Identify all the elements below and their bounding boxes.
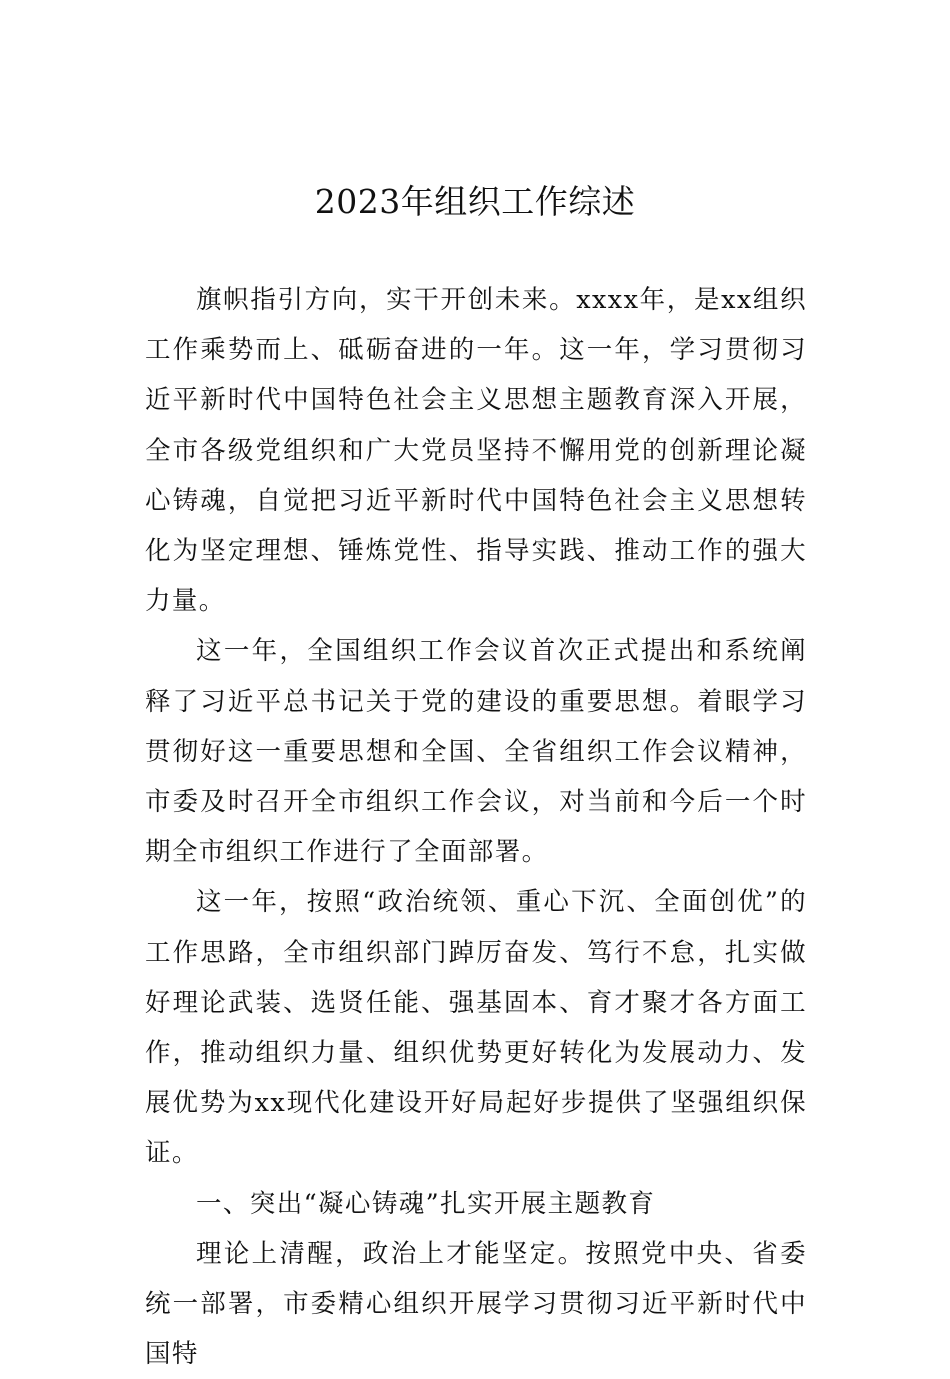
paragraph-intro: 旗帜指引方向，实干开创未来。xxxx年，是xx组织工作乘势而上、砥砺奋进的一年。这一年，学习贯彻习近平新时代中国特色社会主义思想主题教育深入开展，全市各级党组织和广大党员坚持不懈用党的创新理论凝心铸魂，自觉把习近平新时代中国特色社会主义思想转化为坚定理想、锤炼党性、指导实践、推动工作的强大力量。 [145,285,807,617]
document-title: 2023年组织工作综述 [314,182,636,221]
paragraph-conference: 这一年，全国组织工作会议首次正式提出和系统阐释了习近平总书记关于党的建设的重要思想。着眼学习贯彻好这一重要思想和全国、全省组织工作会议精神，市委及时召开全市组织工作会议，对当前和今后一个时期全市组织工作进行了全面部署。 [145,636,807,868]
document-body [145,275,807,1379]
paragraph-work-approach: 这一年，按照“政治统领、重心下沉、全面创优”的工作思路，全市组织部门踔厉奋发、笃行不怠，扎实做好理论武装、选贤任能、强基固本、育才聚才各方面工作，推动组织力量、组织优势更好转化为发展动力、发展优势为xx现代化建设开好局起好步提供了坚强组织保证。 [145,887,807,1169]
paragraph-section-one: 理论上清醒，政治上才能坚定。按照党中央、省委统一部署，市委精心组织开展学习贯彻习近平新时代中国特 [145,1238,807,1370]
section-heading: 一、突出“凝心铸魂”扎实开展主题教育 [196,1188,656,1219]
